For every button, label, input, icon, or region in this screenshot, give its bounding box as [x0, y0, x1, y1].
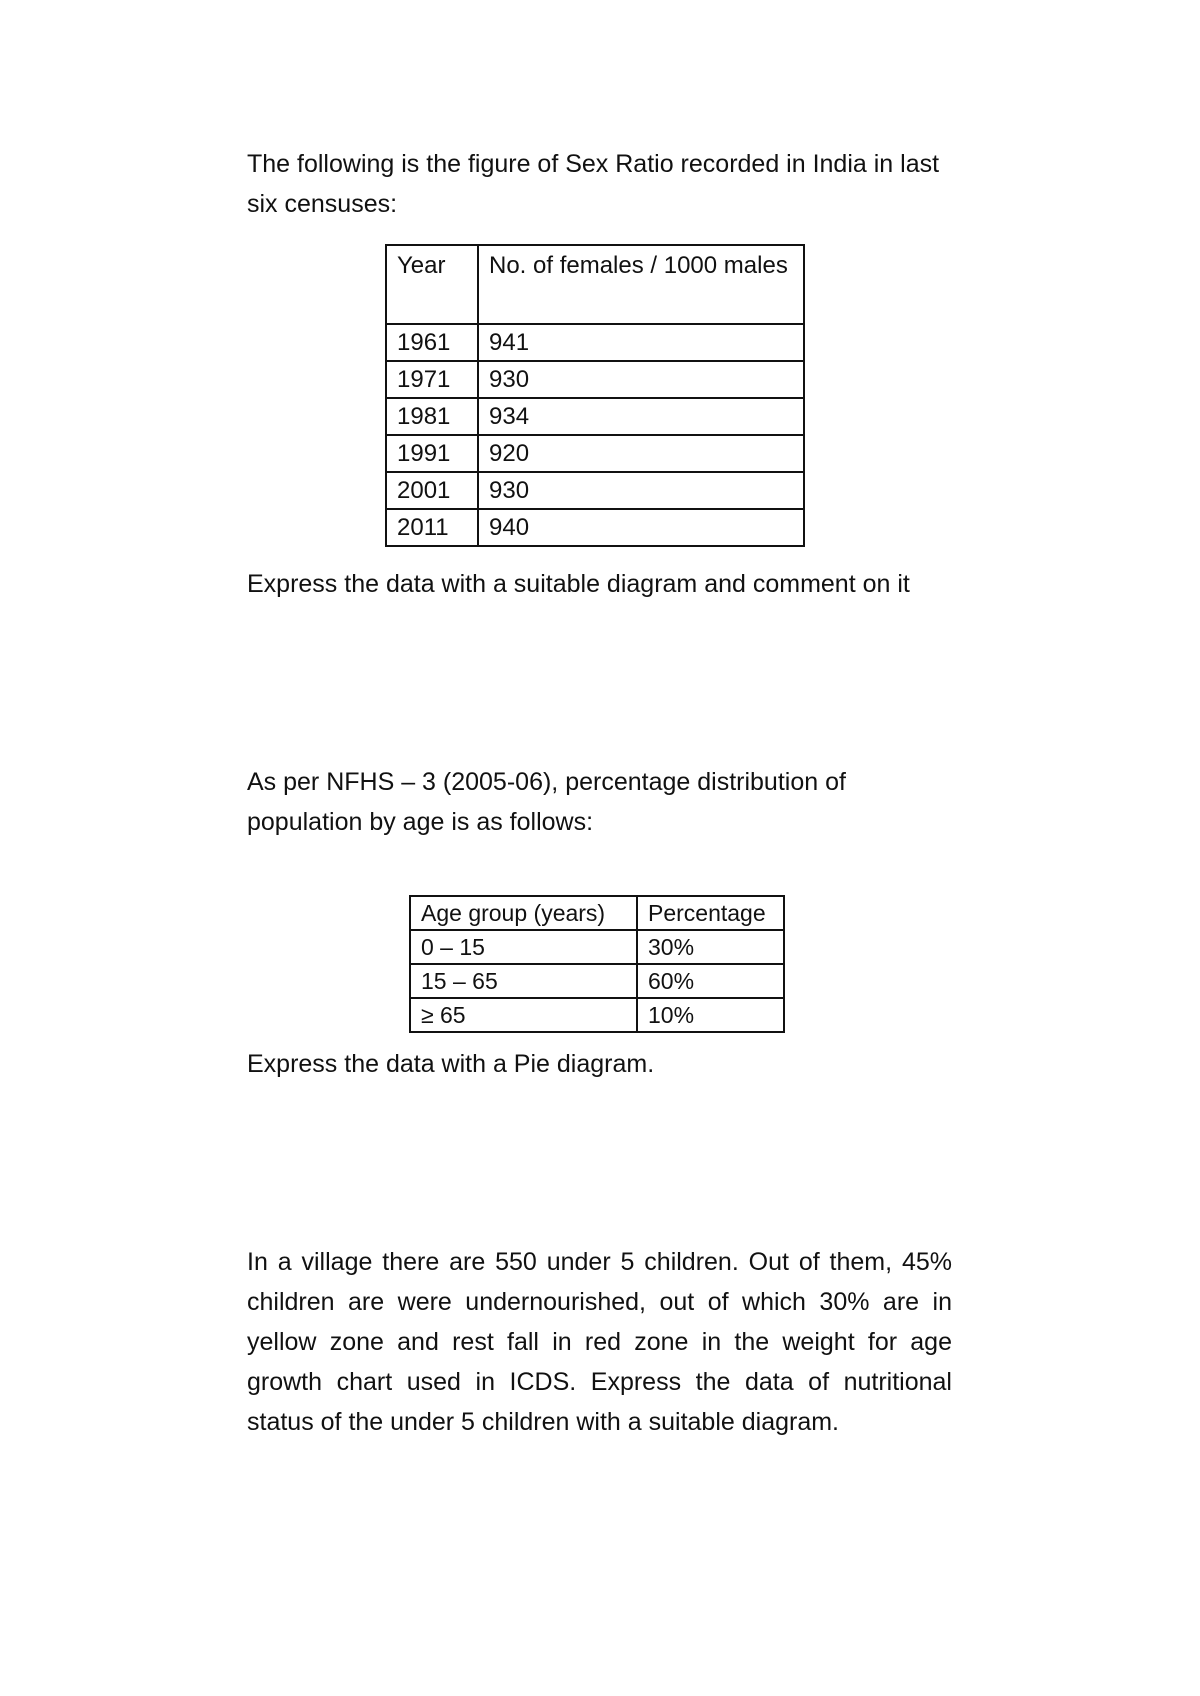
age-distribution-table	[409, 895, 785, 1033]
ratio-cell: 920	[478, 435, 804, 472]
ratio-cell: 930	[478, 472, 804, 509]
percentage-cell: 10%	[637, 998, 784, 1032]
ratio-cell: 934	[478, 398, 804, 435]
question2-instruction: Express the data with a Pie diagram.	[247, 1050, 655, 1078]
year-cell: 1981	[386, 398, 478, 435]
year-cell: 1961	[386, 324, 478, 361]
percentage-cell: 30%	[637, 930, 784, 964]
year-cell: 1991	[386, 435, 478, 472]
table-row	[410, 964, 784, 998]
year-cell: 1971	[386, 361, 478, 398]
table-row	[386, 324, 804, 361]
females-header: No. of females / 1000 males	[478, 245, 804, 324]
table-row	[386, 472, 804, 509]
table-row	[386, 398, 804, 435]
ratio-cell: 930	[478, 361, 804, 398]
ratio-cell: 941	[478, 324, 804, 361]
ratio-cell: 940	[478, 509, 804, 546]
age-group-cell: 15 – 65	[410, 964, 637, 998]
table-header-row	[386, 245, 804, 324]
table-row	[410, 998, 784, 1032]
question2-intro: As per NFHS – 3 (2005-06), percentage distribution of population by age is as follows:	[247, 768, 846, 836]
sex-ratio-table	[385, 244, 805, 547]
age-group-cell: 0 – 15	[410, 930, 637, 964]
year-cell: 2001	[386, 472, 478, 509]
age-group-cell: ≥ 65	[410, 998, 637, 1032]
year-header: Year	[386, 245, 478, 324]
question1-intro: The following is the figure of Sex Ratio recorded in India in last six censuses:	[247, 150, 940, 218]
year-cell: 2011	[386, 509, 478, 546]
question1-instruction: Express the data with a suitable diagram and comment on it	[247, 570, 910, 598]
table-row	[386, 509, 804, 546]
table-row	[386, 435, 804, 472]
table-row	[410, 930, 784, 964]
question3-text: In a village there are 550 under 5 children. Out of them, 45% children are were undernourished, out of which 30% are in yellow zone and rest fall in red zone in the weight for age growth chart used in ICDS. Express the data of nutritional status of the under 5 children with a suitable diagram.	[247, 1248, 952, 1436]
table-row	[386, 361, 804, 398]
table-header-row	[410, 896, 784, 930]
percentage-cell: 60%	[637, 964, 784, 998]
age-group-header: Age group (years)	[410, 896, 637, 930]
percentage-header: Percentage	[637, 896, 784, 930]
